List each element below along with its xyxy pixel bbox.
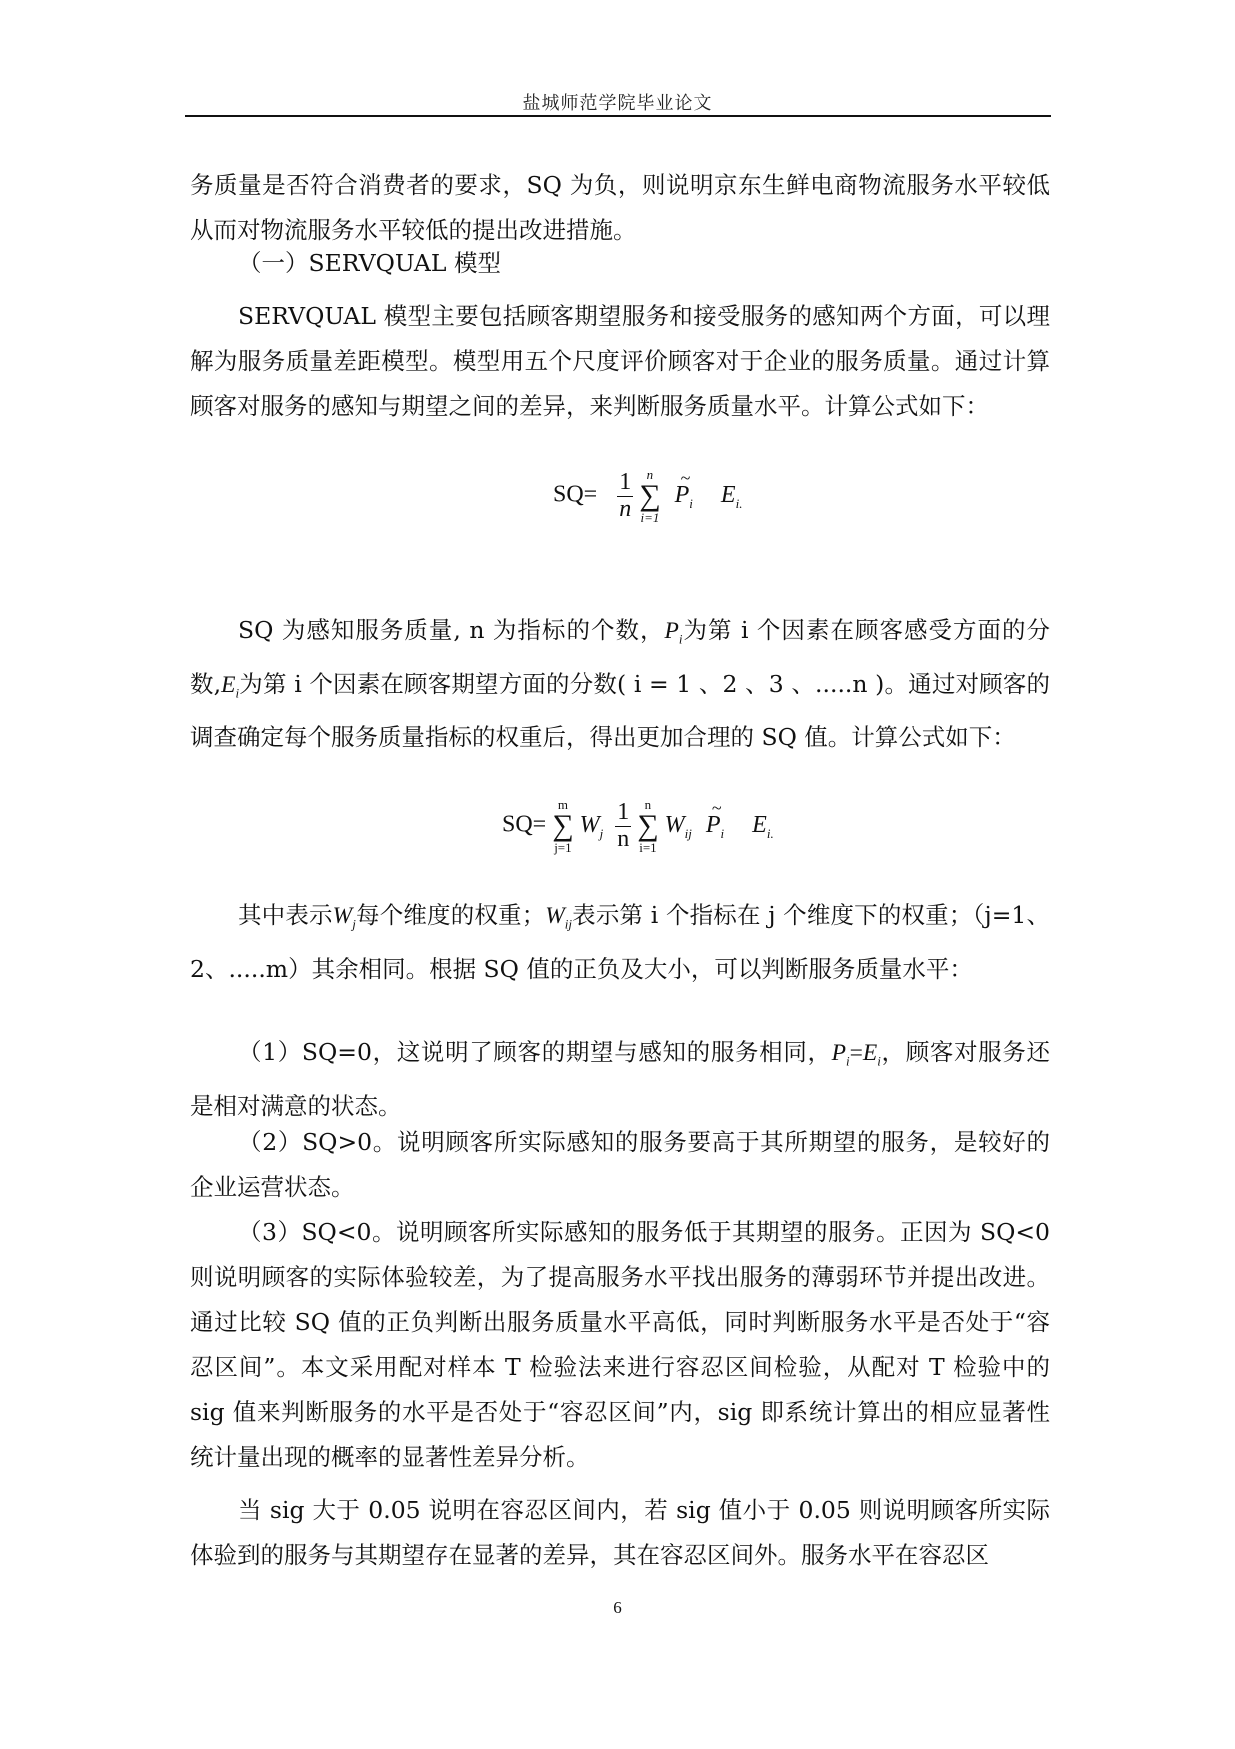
formula-1-summation: [639, 468, 660, 524]
paragraph-2: SERVQUAL 模型主要包括顾客期望服务和接受服务的感知两个方面，可以理解为服务质量差距模型。模型用五个尺度评价顾客对于企业的服务质量。通过计算顾客对服务的感知与期望之间的差异，来判断服务质量水平。计算公式如下：: [190, 302, 1050, 420]
paragraph-3: SQ 为感知服务质量, n 为指标的个数，$P_i$为第 i 个因素在顾客感受方面的分数$,E_i$为第 i 个因素在顾客期望方面的分数( i = 1 、2 、3 、.....n )。通过对顾客的调查确定每个服务质量指标的权重后，得出更加合理的 SQ 值。计算公式如下：: [190, 616, 1050, 752]
paragraph-block-6: [190, 1120, 1050, 1210]
paragraph-block-7: [190, 1210, 1050, 1480]
paragraph-block-8: [190, 1488, 1050, 1578]
tilde-icon: ~: [680, 467, 691, 488]
symbol-w-ij: $W_{ij}$: [545, 903, 573, 932]
paragraph-5: （1）SQ=0，这说明了顾客的期望与感知的服务相同，$P_i=E_i$，顾客对服务还是相对满意的状态。: [190, 1038, 1050, 1120]
formula-1-numerator: 1: [619, 469, 632, 496]
section-title: （一）SERVQUAL 模型: [238, 249, 501, 277]
formula-1-e-term: $E_{i.}$: [720, 481, 743, 511]
symbol-e-i: $E_i$: [221, 671, 240, 701]
sigma-icon: ∑: [639, 479, 661, 512]
formula-2-lhs: SQ=: [502, 811, 547, 838]
formula-2-fraction: $\frac{1}{n}$: [617, 799, 630, 852]
paragraph-1: 务质量是否符合消费者的要求，SQ 为负，则说明京东生鲜电商物流服务水平较低从而对物流服务水平较低的提出改进措施。: [190, 171, 1050, 244]
header-rule: [185, 115, 1051, 117]
formula-2-w-ij: $W_{ij}$: [664, 811, 692, 841]
page-number: 6: [613, 1598, 622, 1617]
paragraph-block-2: [190, 294, 1050, 429]
formula-2-e-term: $E_{i.}$: [752, 811, 774, 841]
paragraph-6: （2）SQ>0。说明顾客所实际感知的服务要高于其所期望的服务，是较好的企业运营状态。: [190, 1128, 1050, 1201]
formula-2-summation-i: n ∑ i=1: [637, 797, 659, 855]
formula-1-sum-upper: n: [646, 467, 654, 482]
formula-1-sum-lower: i=1: [640, 510, 660, 525]
symbol-p-equals-e: $P_i=E_i$: [831, 1040, 881, 1069]
formula-2-w-j: $W_j$: [579, 811, 604, 841]
sigma-icon: ∑: [637, 809, 659, 842]
paragraph-4: 其中表示$W_j$每个维度的权重；$W_{ij}$表示第 i 个指标在 j 个维度下的权重；（j=1、2、.....m）其余相同。根据 SQ 值的正负及大小，可以判断服务质量水平：: [190, 901, 1051, 983]
formula-1: [553, 468, 742, 524]
paragraph-8: 当 sig 大于 0.05 说明在容忍区间内，若 sig 值小于 0.05 则说明顾客所实际体验到的服务与其期望存在显著的差异，其在容忍区间外。服务水平在容忍区: [190, 1496, 1050, 1569]
formula-2-summation-j: m ∑ j=1: [552, 797, 574, 855]
formula-2: [502, 798, 774, 854]
formula-1-lhs: SQ=: [553, 481, 598, 508]
tilde-icon: ~: [711, 797, 722, 818]
running-header: 盐城师范学院毕业论文: [522, 93, 713, 114]
symbol-p-i: $P_i$: [664, 618, 683, 647]
formula-2-p-term: ~ $P_i$: [705, 797, 725, 841]
formula-1-fraction: [617, 470, 633, 521]
formula-1-denominator: n: [619, 495, 632, 522]
paragraph-continuation: [190, 163, 1050, 253]
symbol-w-j: $W_j$: [332, 903, 356, 932]
paragraph-block-5: [190, 1030, 1050, 1129]
formula-1-p-term: ~ $P_i$: [674, 467, 693, 511]
paragraph-block-3: [190, 608, 1050, 760]
paragraph-block-4: [190, 893, 1050, 992]
sigma-icon: ∑: [552, 809, 574, 842]
paragraph-7: （3）SQ<0。说明顾客所实际感知的服务低于其期望的服务。正因为 SQ<0 则说明顾客的实际体验较差，为了提高服务水平找出服务的薄弱环节并提出改进。通过比较 SQ 值的正负判断出服务质量水平高低，同时判断服务水平是否处于“容忍区间”。本文采用配对样本 T 检验法来进行容忍区间检验，从配对 T 检验中的 sig 值来判断服务的水平是否处于“容忍区间”内，sig 即系统计算出的相应显著性统计量出现的概率的显著性差异分析。: [190, 1218, 1050, 1471]
